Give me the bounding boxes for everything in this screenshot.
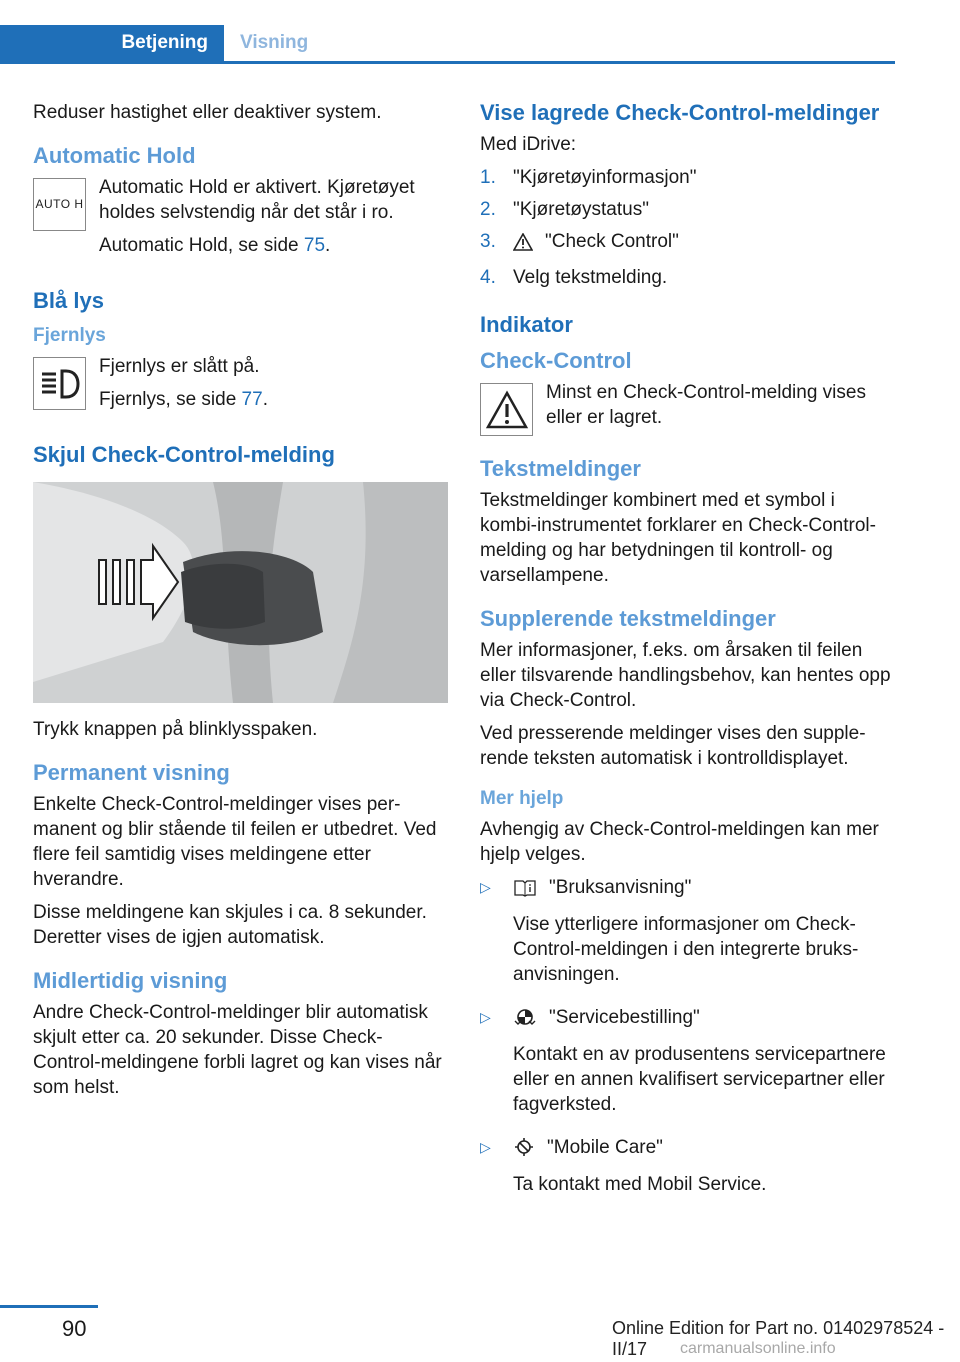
help-item-text: Ta kontakt med Mobil Service. bbox=[513, 1174, 767, 1195]
step-item bbox=[480, 197, 895, 222]
warning-triangle-icon bbox=[513, 233, 533, 258]
step-text: "Kjøretøyinformasjon" bbox=[513, 167, 697, 188]
help-item-title bbox=[513, 875, 895, 904]
supplerende-p2: Ved presserende meldinger vises den supplerende teksten automatisk i kontrolldisplayet. bbox=[480, 723, 866, 769]
midlertidig-p1: Andre Check-Control-meldinger blir automatisk skjult etter ca. 20 sekunder. Disse Check-Control-meldingene forbli lagret og kan vises når som helst. bbox=[33, 1002, 442, 1098]
auto-hold-heading: Automatic Hold bbox=[33, 143, 196, 168]
ref-prefix: Fjernlys, se side bbox=[99, 389, 242, 410]
help-item-text: Kontakt en av produsentens servicepartnere eller en annen kvalifisert servicepartner eller fagverksted. bbox=[513, 1044, 886, 1115]
check-control-row bbox=[480, 380, 895, 438]
idrive-steps bbox=[480, 165, 895, 290]
help-item-title bbox=[513, 1005, 895, 1034]
page-link-77[interactable]: 77 bbox=[241, 389, 263, 410]
tab-visning[interactable]: Visning bbox=[240, 32, 309, 53]
fjernlys-ref bbox=[99, 387, 268, 412]
step-number: 2. bbox=[480, 199, 496, 220]
page-link-75[interactable]: 75 bbox=[303, 235, 326, 256]
skjul-heading: Skjul Check-Control-melding bbox=[33, 442, 335, 467]
bullet-triangle-icon: ▷ bbox=[480, 1009, 491, 1025]
manual-book-icon bbox=[513, 879, 537, 904]
right-column bbox=[480, 100, 895, 1213]
permanent-p1: Enkelte Check-Control-meldinger vises permanent og blir stående til feilen er utbedret. Ved flere feil samtidig vises meldingene etter hverandre. bbox=[33, 794, 437, 890]
skjul-caption: Trykk knappen på blinklysspaken. bbox=[33, 719, 318, 740]
step-text-with-icon bbox=[513, 229, 679, 258]
mer-hjelp-intro: Avhengig av Check-Control-meldingen kan mer hjelp velges. bbox=[480, 819, 879, 865]
auto-hold-icon-label: AUTO H bbox=[35, 197, 84, 211]
fjernlys-text: Fjernlys er slått på. bbox=[99, 356, 260, 377]
permanent-heading: Permanent visning bbox=[33, 760, 230, 785]
fjernlys-row bbox=[33, 354, 448, 420]
auto-hold-ref bbox=[99, 233, 448, 258]
step-item bbox=[480, 165, 895, 190]
bullet-triangle-icon: ▷ bbox=[480, 1139, 491, 1155]
step-item bbox=[480, 265, 895, 290]
ref-suffix: . bbox=[325, 235, 331, 256]
auto-hold-text: Automatic Hold er aktivert. Kjøretøyet holdes selvstendig når det står i ro. bbox=[99, 177, 415, 223]
help-item-title-text: "Servicebestilling" bbox=[549, 1007, 700, 1028]
help-item-title-text: "Bruksanvisning" bbox=[549, 877, 692, 898]
tab-betjening[interactable]: Betjening bbox=[0, 25, 224, 61]
help-item-body bbox=[513, 875, 895, 995]
help-item-body bbox=[513, 1135, 766, 1205]
turn-signal-lever-photo bbox=[33, 482, 448, 703]
check-control-text: Minst en Check-Control-melding vises eller er lagret. bbox=[546, 382, 866, 428]
step-text: "Check Control" bbox=[545, 231, 679, 252]
bla-lys-heading: Blå lys bbox=[33, 288, 104, 313]
auto-hold-body bbox=[99, 175, 448, 266]
ref-prefix: Automatic Hold, se side bbox=[99, 235, 304, 256]
help-item-title-text: "Mobile Care" bbox=[547, 1137, 663, 1158]
fjernlys-heading: Fjernlys bbox=[33, 325, 106, 346]
watermark: carmanualsonline.info bbox=[680, 1340, 836, 1357]
mer-hjelp-heading: Mer hjelp bbox=[480, 788, 564, 809]
vise-heading: Vise lagrede Check-Control-meldinger bbox=[480, 100, 880, 125]
permanent-p2: Disse meldingene kan skjules i ca. 8 sekunder. Deretter vises de igjen automatisk. bbox=[33, 902, 427, 948]
tekstmeldinger-heading: Tekstmeldinger bbox=[480, 456, 641, 481]
auto-hold-icon bbox=[33, 178, 86, 231]
help-item-mobile-care bbox=[480, 1135, 895, 1205]
step-item bbox=[480, 229, 895, 258]
step-text: Velg tekstmelding. bbox=[513, 267, 668, 288]
midlertidig-heading: Midlertidig visning bbox=[33, 968, 228, 993]
help-options bbox=[480, 875, 895, 1205]
help-item-title bbox=[513, 1135, 766, 1164]
tekstmeldinger-p1: Tekstmeldinger kombinert med et symbol i kombi-instrumentet forklarer en Check-Control-melding og har betydningen til kontroll- og varsellampene. bbox=[480, 490, 876, 586]
help-item-text: Vise ytterligere informasjoner om Check-Control-meldingen i den integrerte bruksanvisningen. bbox=[513, 914, 859, 985]
high-beam-icon bbox=[33, 357, 86, 410]
service-request-icon bbox=[513, 1007, 537, 1034]
step-number: 3. bbox=[480, 231, 496, 252]
step-number: 4. bbox=[480, 267, 496, 288]
intro-text: Reduser hastighet eller deaktiver system. bbox=[33, 102, 382, 123]
help-item-body bbox=[513, 1005, 895, 1125]
header-tabbar bbox=[0, 25, 895, 64]
supplerende-heading: Supplerende tekstmeldinger bbox=[480, 606, 776, 631]
vise-intro: Med iDrive: bbox=[480, 134, 577, 155]
fjernlys-body bbox=[99, 354, 268, 420]
left-column bbox=[33, 100, 448, 1108]
edition-text: Online Edition for Part no. 01402978524 - II/17 bbox=[612, 1318, 945, 1359]
indikator-heading: Indikator bbox=[480, 312, 573, 337]
bullet-triangle-icon: ▷ bbox=[480, 879, 491, 895]
help-item-bruksanvisning bbox=[480, 875, 895, 995]
page-number: 90 bbox=[62, 1316, 87, 1341]
supplerende-p1: Mer informasjoner, f.eks. om årsaken til feilen eller tilsvarende handlingsbehov, kan hentes opp via Check-Control. bbox=[480, 640, 891, 711]
step-text: "Kjøretøystatus" bbox=[513, 199, 649, 220]
check-control-warning-icon bbox=[480, 383, 533, 436]
footer-rule bbox=[0, 1305, 98, 1308]
auto-hold-row bbox=[33, 175, 448, 266]
mobile-care-icon bbox=[513, 1137, 535, 1164]
check-control-heading: Check-Control bbox=[480, 348, 632, 373]
ref-suffix: . bbox=[262, 389, 268, 410]
help-item-servicebestilling bbox=[480, 1005, 895, 1125]
step-number: 1. bbox=[480, 167, 496, 188]
